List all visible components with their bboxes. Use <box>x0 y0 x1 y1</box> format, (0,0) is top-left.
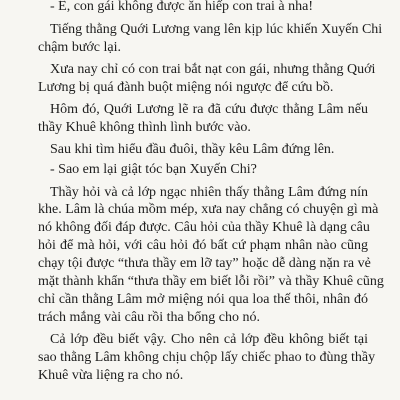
text-line: Sau khi tìm hiểu đầu đuôi, thầy kêu Lâm đứng lên. <box>50 142 335 157</box>
text-line: khe. Lâm là chúa mồm mép, xưa nay chẳng có chuyện gì mà <box>38 202 379 217</box>
text-line: Thầy hỏi và cả lớp ngạc nhiên thấy thằng Lâm đứng nín <box>50 185 368 200</box>
text-line: - Ê, con gái không được ăn hiếp con trai à nha! <box>50 0 314 14</box>
text-line: Xưa nay chỉ có con trai bắt nạt con gái, nhưng thằng Quới <box>50 62 376 77</box>
text-line: Khuê vừa liệng ra cho nó. <box>38 368 184 383</box>
text-line: chỉ cần thằng Lâm mở miệng nói qua loa thế thôi, nhân đó <box>38 292 368 307</box>
text-line: Tiếng thằng Quới Lương vang lên kịp lúc khiến Xuyến Chi <box>50 22 383 37</box>
text-line: sao thằng Lâm không chịu chộp lấy chiếc phao to đùng thầy <box>38 350 376 365</box>
text-line: Cả lớp đều biết vậy. Cho nên cả lớp đều không biết tại <box>50 332 368 347</box>
text-line: hỏi để mà hỏi, với câu hỏi đó bất cứ phạm nhân nào cũng <box>38 238 368 253</box>
text-line: Lương bị quá đành buột miệng nói ngược để cứu bồ. <box>38 80 334 95</box>
text-line: chạy tội được “thưa thầy em lỡ tay” hoặc dễ dàng nặn ra vẻ <box>38 256 371 271</box>
text-line: nó không đối đáp được. Câu hỏi của thầy Khuê là dạng câu <box>38 220 370 235</box>
text-line: thầy Khuê không thình lình bước vào. <box>38 120 251 135</box>
text-line: mặt thành khẩn “thưa thầy em biết lỗi rồi” và thầy Khuê cũng <box>38 274 384 289</box>
text-line: Hôm đó, Quới Lương lẽ ra đã cứu được thằng Lâm nếu <box>50 102 368 117</box>
text-line: - Sao em lại giật tóc bạn Xuyến Chi? <box>50 162 257 177</box>
text-line: chậm bước lại. <box>38 40 122 55</box>
text-line: trách mắng vài câu rồi tha bổng cho nó. <box>38 310 260 325</box>
